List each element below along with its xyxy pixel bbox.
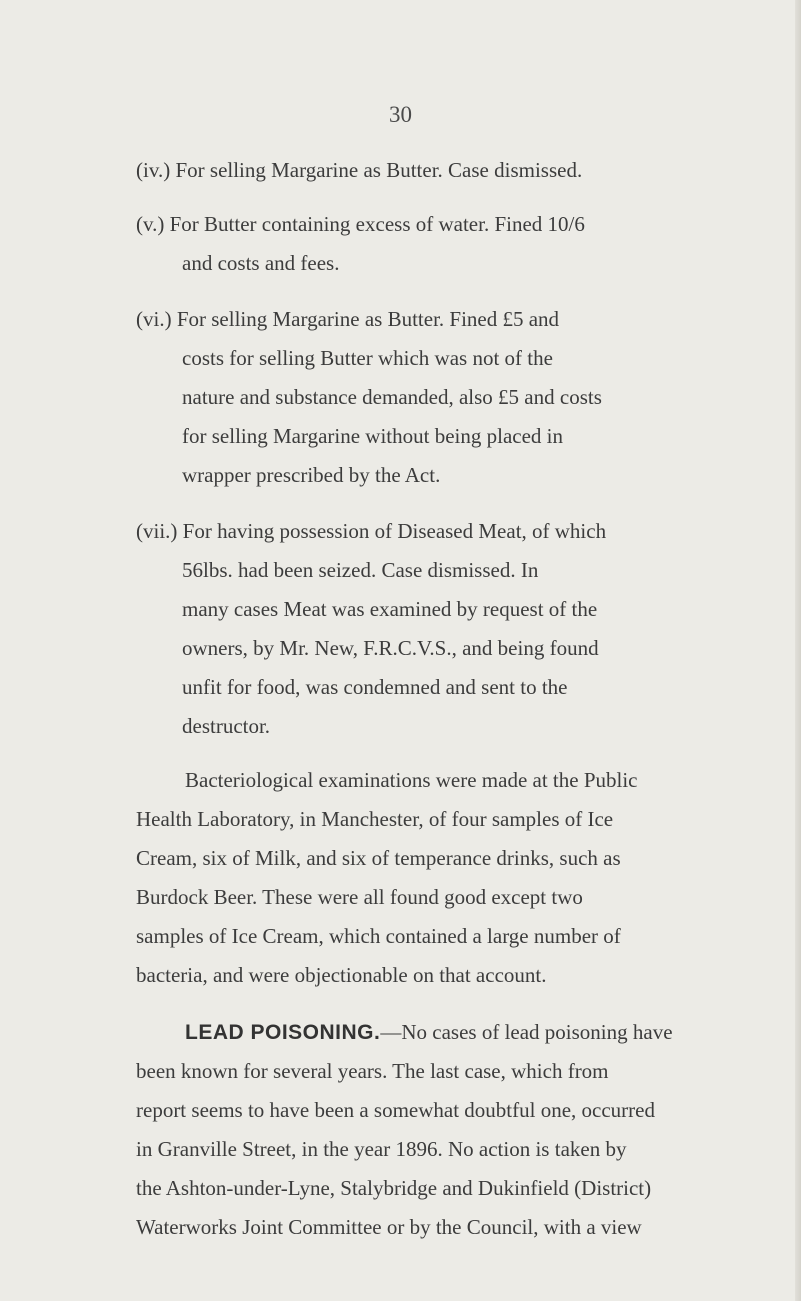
paragraph-line: Cream, six of Milk, and six of temperance drinks, such as bbox=[136, 846, 621, 870]
item-text-line: For having possession of Diseased Meat, of which bbox=[182, 519, 607, 543]
item-text-line: wrapper prescribed by the Act. bbox=[182, 463, 441, 487]
item-text-line: For selling Margarine as Butter. Case dismissed. bbox=[175, 158, 583, 182]
item-text-line: For Butter containing excess of water. Fined 10/6 bbox=[169, 212, 585, 236]
paragraph-line: the Ashton-under-Lyne, Stalybridge and Dukinfield (District) bbox=[136, 1176, 652, 1200]
paragraph-line: Bacteriological examinations were made at the Public bbox=[185, 768, 638, 792]
paragraph-line: samples of Ice Cream, which contained a large number of bbox=[136, 924, 621, 948]
paragraph-line: been known for several years. The last case, which from bbox=[136, 1059, 609, 1083]
paragraph-line: Waterworks Joint Committee or by the Council, with a view bbox=[136, 1215, 642, 1239]
paragraph-line: bacteria, and were objectionable on that account. bbox=[136, 963, 547, 987]
item-text-line: owners, by Mr. New, F.R.C.V.S., and being found bbox=[182, 636, 599, 660]
item-marker: (v.) bbox=[136, 212, 165, 236]
item-text-line: destructor. bbox=[182, 714, 271, 738]
list-item bbox=[136, 206, 585, 242]
section-text: —No cases of lead poisoning have bbox=[380, 1020, 673, 1044]
paragraph-line: Burdock Beer. These were all found good except two bbox=[136, 885, 583, 909]
section-first-line bbox=[185, 1014, 673, 1051]
item-text-line: unfit for food, was condemned and sent to the bbox=[182, 675, 568, 699]
list-item bbox=[136, 513, 606, 549]
section-heading: LEAD POISONING. bbox=[185, 1021, 381, 1044]
page-edge-shadow bbox=[795, 0, 801, 1301]
list-item bbox=[136, 152, 582, 188]
item-text-line: for selling Margarine without being placed in bbox=[182, 424, 564, 448]
item-text-line: costs for selling Butter which was not of the bbox=[182, 346, 553, 370]
item-marker: (vi.) bbox=[136, 307, 172, 331]
paragraph-line: report seems to have been a somewhat doubtful one, occurred bbox=[136, 1098, 655, 1122]
list-item bbox=[136, 301, 559, 337]
item-text-line: many cases Meat was examined by request of the bbox=[182, 597, 598, 621]
item-marker: (vii.) bbox=[136, 519, 178, 543]
paragraph-line: in Granville Street, in the year 1896. No action is taken by bbox=[136, 1137, 627, 1161]
item-text-line: nature and substance demanded, also £5 and costs bbox=[182, 385, 602, 409]
item-text-line: and costs and fees. bbox=[182, 251, 340, 275]
page-number: 30 bbox=[389, 102, 412, 127]
paragraph-line: Health Laboratory, in Manchester, of four samples of Ice bbox=[136, 807, 614, 831]
item-marker: (iv.) bbox=[136, 158, 171, 182]
item-text-line: For selling Margarine as Butter. Fined £5 and bbox=[176, 307, 560, 331]
item-text-line: 56lbs. had been seized. Case dismissed. In bbox=[182, 558, 539, 582]
